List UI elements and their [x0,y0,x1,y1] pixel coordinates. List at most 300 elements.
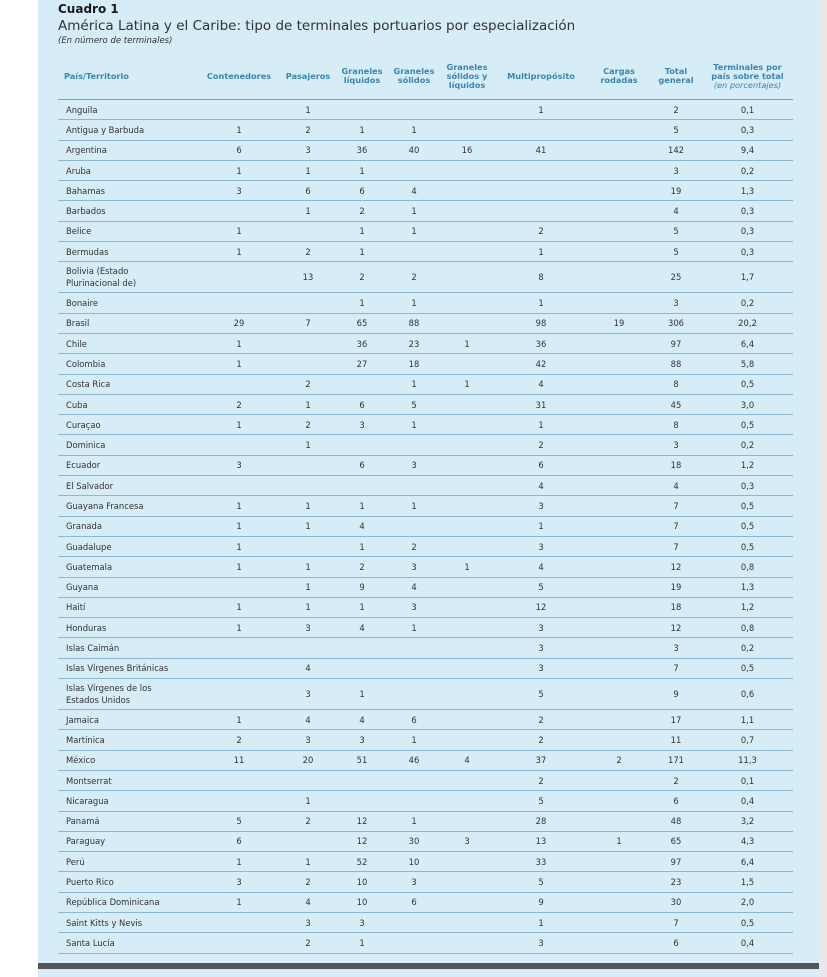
cell-cargas [588,476,650,495]
cell-multi: 6 [538,460,544,471]
cell-total: 6 [673,795,679,806]
column-header-multi [494,53,588,99]
cell-multi: 3 [538,663,544,674]
country-name-cell: Jamaica [66,714,99,725]
cell-gran-sol: 1 [411,816,417,827]
country-name-cell: Bermudas [66,246,109,257]
cell-total: 97 [670,338,682,349]
cell-total: 17 [670,714,682,725]
country-name-cell: Puerto Rico [66,877,114,888]
cell-total: 48 [670,816,682,827]
cell-contenedores: 2 [236,399,242,410]
cell-gran-sol: 88 [408,318,420,329]
cell-cargas [588,375,650,394]
cell-gran-sol: 5 [411,399,417,410]
cell-pasajeros: 1 [305,500,311,511]
cell-total: 19 [670,582,682,593]
cell-gran-sol [388,638,440,657]
cell-gran-sol-liq [440,791,494,810]
cell-gran-sol-liq [440,456,494,475]
cell-gran-sol: 1 [411,734,417,745]
table-row [58,161,793,181]
cell-multi: 2 [538,775,544,786]
cell-gran-sol-liq [440,893,494,912]
cell-pct: 6,4 [740,338,755,349]
cell-contenedores [198,791,280,810]
cell-pct: 1,3 [740,185,755,196]
cell-gran-sol: 1 [411,500,417,511]
table-row [58,893,793,913]
cell-multi: 5 [538,877,544,888]
cell-pasajeros: 1 [305,602,311,613]
cell-total: 12 [670,561,682,572]
cell-cargas [588,710,650,729]
cell-pct: 0,3 [740,480,755,491]
cell-gran-sol: 3 [411,602,417,613]
cell-multi: 36 [535,338,547,349]
cell-gran-sol [388,517,440,536]
cell-cargas [588,222,650,241]
table-row [58,314,793,334]
country-name-cell: Argentina [66,145,107,156]
cell-multi: 3 [538,937,544,948]
cell-total: 25 [670,272,682,283]
table-row [58,557,793,577]
cell-gran-liq: 1 [359,500,365,511]
cell-pct: 0,5 [740,663,755,674]
cell-gran-liq: 2 [359,561,365,572]
cell-total: 3 [673,643,679,654]
cell-gran-sol-liq: 1 [464,379,470,390]
column-header-note: (en porcentajes) [713,79,782,90]
table-row [58,933,793,953]
cell-gran-liq: 1 [359,298,365,309]
cell-pasajeros: 13 [302,272,314,283]
cell-pasajeros: 1 [305,165,311,176]
cell-pasajeros: 2 [305,937,311,948]
country-name-cell: Haití [66,602,86,613]
cell-total: 8 [673,379,679,390]
cell-gran-sol-liq [440,659,494,678]
country-name-cell: Islas Caimán [66,643,120,654]
country-name-cell: Islas Vírgenes de los Estados Unidos [66,683,152,706]
cell-gran-liq [336,435,388,454]
cell-gran-sol-liq [440,415,494,434]
cell-multi: 5 [538,689,544,700]
table-row [58,710,793,730]
cell-contenedores [198,375,280,394]
cell-gran-sol-liq [440,679,494,709]
cell-gran-sol-liq [440,598,494,617]
cell-pasajeros: 2 [305,877,311,888]
table-row [58,395,793,415]
cell-gran-liq: 12 [356,816,368,827]
country-name-cell: México [66,755,96,766]
column-header-label: Total general [658,66,694,85]
table-row [58,222,793,242]
country-name-cell: El Salvador [66,480,114,491]
table-subtitle: (En número de terminales) [58,36,173,46]
cell-pct: 0,2 [740,440,755,451]
cell-gran-liq: 1 [359,246,365,257]
country-name-cell: Montserrat [66,775,112,786]
cell-gran-sol: 4 [411,185,417,196]
cell-gran-liq: 10 [356,877,368,888]
cell-cargas [588,496,650,515]
cell-multi: 2 [538,226,544,237]
cell-total: 142 [668,145,684,156]
cell-gran-sol-liq [440,730,494,749]
column-header-label: Terminales por país sobre total [711,61,784,81]
cell-contenedores: 2 [236,734,242,745]
cell-cargas: 2 [616,755,622,766]
cell-multi [494,201,588,220]
cell-gran-liq: 1 [359,937,365,948]
cell-gran-sol-liq [440,771,494,790]
cell-total: 30 [670,897,682,908]
column-header-pais [58,53,204,99]
table-row [58,456,793,476]
cell-total: 4 [673,480,679,491]
cell-multi: 4 [538,561,544,572]
cell-pct: 0,6 [740,689,755,700]
cell-pasajeros [280,456,336,475]
country-name-cell: Costa Rica [66,379,111,390]
cell-pasajeros: 1 [305,399,311,410]
cell-contenedores: 1 [236,165,242,176]
cell-multi: 2 [538,440,544,451]
table-row [58,618,793,638]
cell-contenedores: 6 [236,836,242,847]
cell-gran-sol-liq: 4 [464,755,470,766]
cell-total: 97 [670,856,682,867]
cell-multi: 12 [535,602,547,613]
cell-multi: 3 [538,500,544,511]
cell-gran-sol [388,476,440,495]
cell-gran-sol-liq [440,242,494,261]
cell-total: 5 [673,226,679,237]
cell-pasajeros: 1 [305,440,311,451]
cell-gran-sol [388,435,440,454]
table-row [58,476,793,496]
country-name-cell: Santa Lucía [66,937,115,948]
cell-pasajeros: 1 [305,561,311,572]
cell-pct: 2,0 [740,897,755,908]
cell-gran-sol: 2 [411,541,417,552]
cell-pct: 0,3 [740,206,755,217]
country-name-cell: Guatemala [66,561,113,572]
cell-gran-liq: 4 [359,521,365,532]
cell-gran-liq: 6 [359,399,365,410]
cell-gran-sol: 40 [408,145,420,156]
cell-gran-sol: 1 [411,124,417,135]
cell-gran-sol [388,771,440,790]
table-label: Cuadro 1 [58,2,119,16]
cell-pasajeros: 1 [305,795,311,806]
cell-gran-sol [388,100,440,119]
cell-gran-liq: 3 [359,419,365,430]
cell-multi: 41 [535,145,547,156]
cell-pct: 0,5 [740,500,755,511]
cell-gran-sol-liq [440,517,494,536]
column-header-label: Pasajeros [285,70,331,81]
table-row [58,791,793,811]
cell-contenedores [198,771,280,790]
cell-multi: 37 [535,755,547,766]
country-name-cell: Dominica [66,440,106,451]
cell-multi: 42 [535,358,547,369]
cell-gran-liq: 4 [359,622,365,633]
country-name-cell: Saint Kitts y Nevis [66,917,143,928]
cell-pct: 20,2 [738,318,757,329]
cell-gran-sol: 1 [411,419,417,430]
cell-cargas [588,933,650,952]
cell-pasajeros: 4 [305,897,311,908]
cell-gran-sol-liq [440,201,494,220]
cell-gran-sol-liq [440,812,494,831]
cell-gran-liq: 52 [356,856,368,867]
cell-contenedores [198,201,280,220]
cell-contenedores [198,435,280,454]
country-name-cell: Belice [66,226,92,237]
table-body [58,100,793,954]
country-name-cell: Islas Vírgenes Británicas [66,663,169,674]
cell-gran-sol: 6 [411,897,417,908]
cell-pasajeros [280,222,336,241]
cell-contenedores: 1 [236,561,242,572]
table-row [58,659,793,679]
cell-cargas [588,893,650,912]
cell-gran-sol: 1 [411,206,417,217]
cell-gran-liq: 1 [359,689,365,700]
cell-contenedores [198,293,280,312]
column-header-label: Graneles sólidos [393,66,435,85]
table-row [58,354,793,374]
cell-gran-liq: 3 [359,917,365,928]
cell-pasajeros [280,832,336,851]
column-header-gran-sol-liq [440,53,494,99]
table-row [58,517,793,537]
cell-gran-sol-liq [440,476,494,495]
cell-total: 7 [673,521,679,532]
cell-gran-liq: 2 [359,272,365,283]
column-header-label: Cargas rodadas [600,66,638,85]
country-name-cell: Bolivia (Estado Plurinacional de) [66,266,137,289]
cell-pct: 0,5 [740,419,755,430]
cell-total: 171 [668,755,684,766]
cell-total: 18 [670,602,682,613]
cell-gran-sol: 1 [411,622,417,633]
cell-gran-sol: 6 [411,714,417,725]
cell-pct: 0,1 [740,104,755,115]
cell-contenedores: 1 [236,622,242,633]
cell-pasajeros [280,537,336,556]
cell-total: 19 [670,185,682,196]
cell-gran-liq: 36 [356,338,368,349]
table-row [58,537,793,557]
cell-gran-sol-liq [440,181,494,200]
cell-pct: 1,2 [740,460,755,471]
cell-pct: 9,4 [740,145,755,156]
cell-pct: 0,1 [740,775,755,786]
country-name-cell: Brasil [66,318,90,329]
cell-total: 3 [673,440,679,451]
cell-total: 5 [673,246,679,257]
table-row [58,375,793,395]
cell-gran-sol [388,933,440,952]
country-name-cell: Nicaragua [66,795,109,806]
cell-pasajeros: 1 [305,206,311,217]
cell-total: 88 [670,358,682,369]
table-row [58,771,793,791]
cell-total: 18 [670,460,682,471]
cell-pasajeros: 3 [305,622,311,633]
cell-contenedores: 5 [236,816,242,827]
cell-total: 3 [673,165,679,176]
cell-gran-sol-liq [440,435,494,454]
table-row [58,181,793,201]
cell-gran-sol-liq [440,638,494,657]
cell-multi: 4 [538,379,544,390]
cell-gran-sol-liq [440,913,494,932]
column-header-contenedores [198,53,280,99]
table-row [58,201,793,221]
table-row [58,293,793,313]
column-header-pasajeros [280,53,336,99]
cell-gran-sol-liq: 1 [464,338,470,349]
cell-cargas: 1 [616,836,622,847]
cell-gran-sol-liq [440,618,494,637]
cell-pasajeros: 20 [302,755,314,766]
table-row [58,751,793,771]
cell-pasajeros [280,354,336,373]
cell-cargas [588,913,650,932]
cell-multi: 5 [538,795,544,806]
country-name-cell: Cuba [66,399,88,410]
cell-contenedores: 1 [236,226,242,237]
cell-contenedores: 1 [236,714,242,725]
cell-pasajeros: 1 [305,521,311,532]
cell-total: 4 [673,206,679,217]
cell-gran-sol-liq [440,496,494,515]
cell-gran-sol-liq: 16 [461,145,473,156]
cell-pasajeros: 7 [305,318,311,329]
table-row [58,872,793,892]
cell-contenedores: 1 [236,541,242,552]
cell-cargas [588,435,650,454]
cell-contenedores: 1 [236,500,242,511]
column-header-gran-liq [336,53,388,99]
cell-total: 5 [673,124,679,135]
cell-gran-sol-liq [440,262,494,292]
cell-pct: 0,2 [740,298,755,309]
cell-multi: 2 [538,714,544,725]
cell-gran-liq [336,375,388,394]
cell-total: 6 [673,937,679,948]
cell-pasajeros: 4 [305,714,311,725]
cell-multi: 3 [538,541,544,552]
column-header-total [650,53,702,99]
cell-cargas [588,679,650,709]
cell-gran-sol [388,791,440,810]
country-name-cell: Perú [66,856,85,867]
cell-pct: 0,2 [740,643,755,654]
cell-contenedores: 1 [236,521,242,532]
cell-multi [494,120,588,139]
cell-total: 65 [670,836,682,847]
cell-pct: 3,0 [740,399,755,410]
cell-cargas [588,395,650,414]
table-row [58,242,793,262]
country-name-cell: República Dominicana [66,897,160,908]
cell-pasajeros: 1 [305,582,311,593]
cell-gran-sol-liq [440,395,494,414]
cell-multi: 5 [538,582,544,593]
cell-contenedores: 6 [236,145,242,156]
cell-pct: 0,5 [740,521,755,532]
cell-total: 3 [673,298,679,309]
cell-contenedores: 1 [236,338,242,349]
cell-pct: 3,2 [740,816,755,827]
cell-multi: 31 [535,399,547,410]
cell-multi: 1 [538,246,544,257]
cell-cargas [588,618,650,637]
cell-gran-liq: 6 [359,185,365,196]
country-name-cell: Curaçao [66,419,101,430]
cell-gran-liq: 65 [356,318,368,329]
cell-contenedores [198,578,280,597]
cell-multi [494,161,588,180]
cell-gran-sol: 1 [411,226,417,237]
country-name-cell: Granada [66,521,102,532]
column-header-gran-sol [388,53,440,99]
country-name-cell: Guyana [66,582,99,593]
cell-cargas [588,812,650,831]
cell-cargas [588,659,650,678]
cell-gran-liq: 1 [359,226,365,237]
cell-gran-sol [388,679,440,709]
cell-pct: 0,3 [740,246,755,257]
cell-pasajeros: 3 [305,917,311,928]
cell-cargas [588,161,650,180]
cell-pasajeros: 2 [305,816,311,827]
cell-gran-sol [388,242,440,261]
cell-pct: 0,4 [740,937,755,948]
cell-multi: 4 [538,480,544,491]
table-header [58,53,793,100]
cell-pasajeros: 3 [305,145,311,156]
country-name-cell: Aruba [66,165,91,176]
column-header-cargas [588,53,650,99]
table-row [58,832,793,852]
country-name-cell: Bonaire [66,298,99,309]
cell-cargas [588,537,650,556]
cell-gran-sol [388,161,440,180]
cell-cargas [588,201,650,220]
cell-pct: 11,3 [738,755,757,766]
cell-gran-sol: 3 [411,460,417,471]
cell-pasajeros: 4 [305,663,311,674]
cell-total: 7 [673,663,679,674]
cell-multi: 2 [538,734,544,745]
cell-contenedores: 1 [236,602,242,613]
table-title: América Latina y el Caribe: tipo de terminales portuarios por especialización [58,18,576,34]
table-row [58,578,793,598]
cell-total: 306 [668,318,684,329]
cell-total: 2 [673,775,679,786]
cell-contenedores [198,262,280,292]
cell-gran-sol-liq [440,293,494,312]
